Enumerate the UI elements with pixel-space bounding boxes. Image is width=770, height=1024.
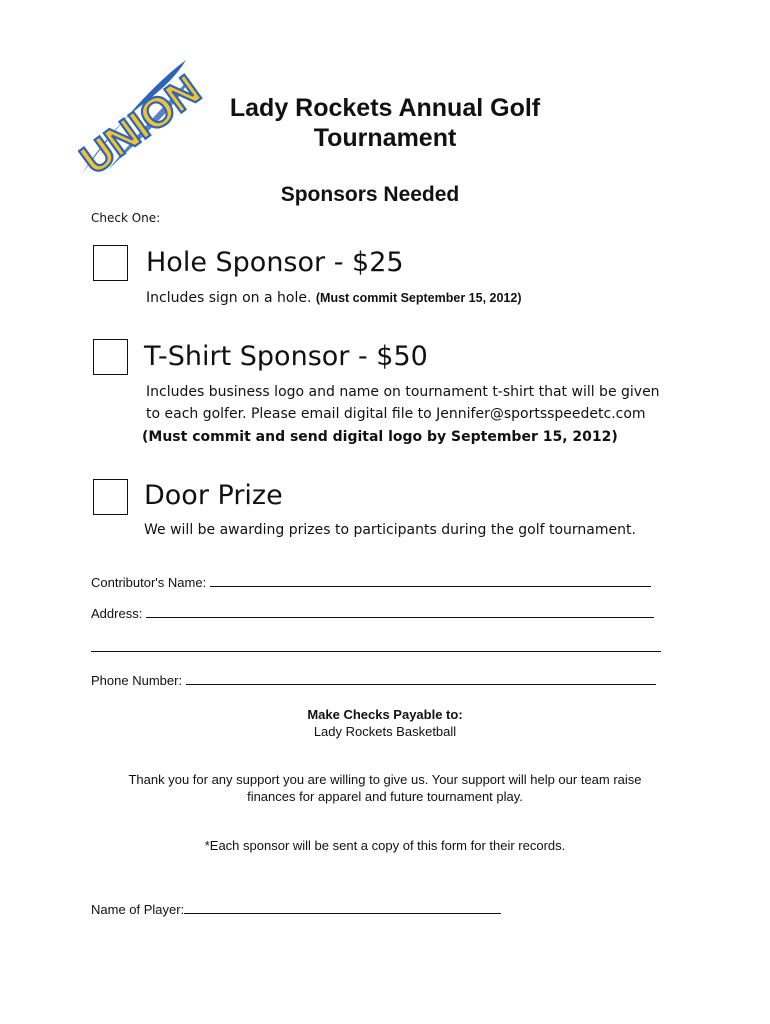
payment-section — [91, 706, 679, 740]
address-label: Address: — [91, 606, 143, 621]
contributor-name-field[interactable] — [210, 575, 651, 587]
phone-number-label: Phone Number: — [91, 673, 183, 688]
payment-payee: Lady Rockets Basketball — [313, 724, 457, 739]
thank-you-line-1: Thank you for any support you are willing to give us. Your support will help our team raise — [128, 772, 642, 787]
rocket-logo-icon — [78, 58, 218, 180]
title-line-1: Lady Rockets Annual Golf — [229, 94, 541, 122]
check-one-label: Check One: — [91, 211, 161, 225]
page-title — [210, 93, 560, 153]
door-prize-title: Door Prize — [144, 480, 283, 511]
union-logo — [78, 58, 218, 180]
contributor-name-label: Contributor's Name: — [91, 575, 207, 590]
thank-you-text — [91, 771, 679, 805]
player-name-row — [91, 902, 501, 917]
hole-sponsor-title: Hole Sponsor - $25 — [146, 247, 404, 278]
tshirt-sponsor-desc — [146, 381, 660, 425]
door-prize-desc: We will be awarding prizes to participants during the golf tournament. — [144, 522, 636, 538]
hole-sponsor-checkbox[interactable] — [93, 245, 128, 281]
page-subtitle: Sponsors Needed — [280, 183, 460, 206]
payment-heading: Make Checks Payable to: — [307, 707, 463, 722]
address-row — [91, 606, 654, 621]
hole-sponsor-desc-text: Includes sign on a hole. — [146, 290, 312, 306]
logo-text: UNION — [78, 65, 209, 180]
player-name-field[interactable] — [184, 902, 501, 914]
tshirt-sponsor-deadline: (Must commit and send digital logo by September 15, 2012) — [142, 429, 618, 445]
address-field[interactable] — [146, 606, 654, 618]
address-line-2-field[interactable] — [91, 640, 661, 652]
player-name-label: Name of Player: — [91, 902, 185, 917]
phone-number-field[interactable] — [186, 673, 656, 685]
hole-sponsor-desc — [146, 287, 522, 309]
contributor-name-row — [91, 575, 651, 590]
phone-number-row — [91, 673, 656, 688]
tshirt-desc-line-2: to each golfer. Please email digital file to Jennifer@sportsspeedetc.com — [146, 406, 646, 422]
tshirt-desc-line-1: Includes business logo and name on tournament t-shirt that will be given — [146, 384, 660, 400]
title-line-2: Tournament — [313, 124, 457, 152]
tshirt-sponsor-checkbox[interactable] — [93, 339, 128, 375]
tshirt-sponsor-title: T-Shirt Sponsor - $50 — [144, 341, 428, 372]
thank-you-line-2: finances for apparel and future tournament play. — [247, 789, 523, 804]
address-line-2-row — [91, 640, 661, 655]
door-prize-checkbox[interactable] — [93, 479, 128, 515]
hole-sponsor-deadline: (Must commit September 15, 2012) — [315, 291, 522, 305]
sponsor-footnote: *Each sponsor will be sent a copy of this form for their records. — [204, 838, 566, 853]
